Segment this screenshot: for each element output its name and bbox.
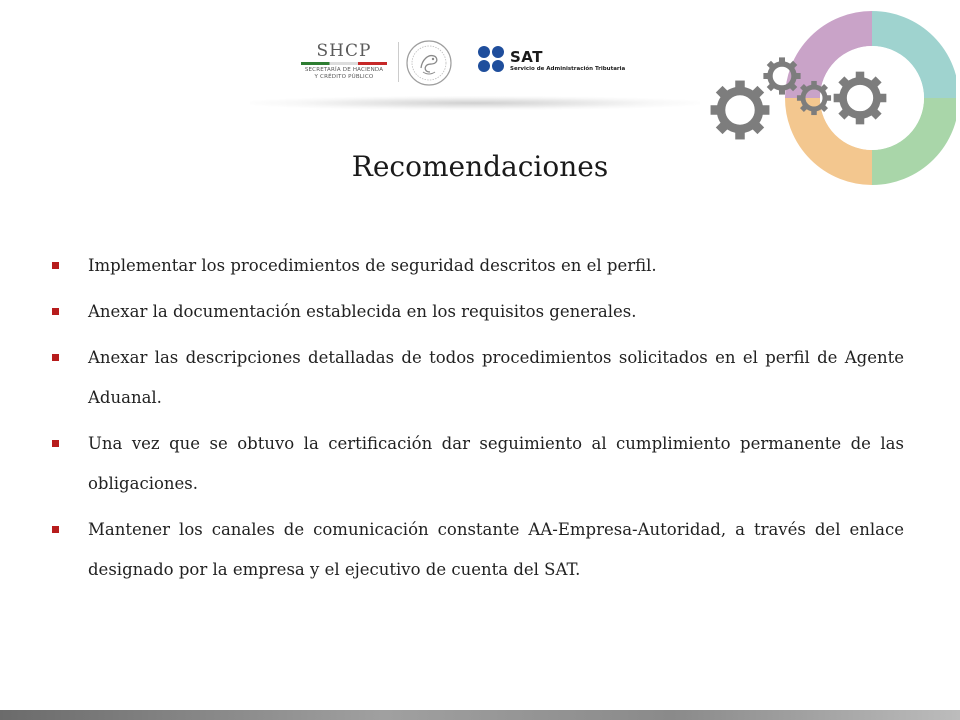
bullet-item-3 [50, 338, 904, 418]
bullet-item-4 [50, 424, 904, 504]
national-seal-icon [404, 38, 454, 88]
logo-divider [398, 42, 399, 82]
bullet-list [50, 246, 904, 596]
square-bullet-icon [52, 354, 59, 361]
shcp-title: SHCP [316, 41, 372, 61]
bullet-text-2: Anexar la documentación establecida en los requisitos generales. [88, 302, 637, 321]
shcp-logo [298, 42, 390, 86]
square-bullet-icon [52, 308, 59, 315]
bullet-text-4: Una vez que se obtuvo la certificación dar seguimiento al cumplimiento permanente de las obligaciones. [88, 434, 904, 493]
bullet-item-1 [50, 246, 904, 286]
sat-subtitle: Servicio de Administración Tributaria [510, 66, 626, 72]
bullet-text-1: Implementar los procedimientos de seguridad descritos en el perfil. [88, 256, 657, 275]
shcp-subtitle-line1: SECRETARÍA DE HACIENDA [304, 67, 384, 73]
square-bullet-icon [52, 440, 59, 447]
square-bullet-icon [52, 262, 59, 269]
square-bullet-icon [52, 526, 59, 533]
sat-name: SAT [510, 48, 543, 66]
bullet-text-5: Mantener los canales de comunicación constante AA-Empresa-Autoridad, a través del enlace designado por la empresa y el ejecutivo de cuenta del SAT. [88, 520, 904, 579]
footer-bar [0, 710, 960, 720]
sat-text-block [510, 50, 625, 73]
bullet-item-2 [50, 292, 904, 332]
slide-title: Recomendaciones [351, 150, 609, 183]
bullet-text-3: Anexar las descripciones detalladas de todos procedimientos solicitados en el perfil de Agente Aduanal. [88, 348, 904, 407]
slide-header [0, 0, 960, 120]
shcp-tricolor-bar [301, 62, 387, 65]
header-shadow-band [250, 96, 700, 110]
bullet-item-5 [50, 510, 904, 590]
shcp-subtitle-line2: Y CRÉDITO PÚBLICO [314, 74, 374, 80]
